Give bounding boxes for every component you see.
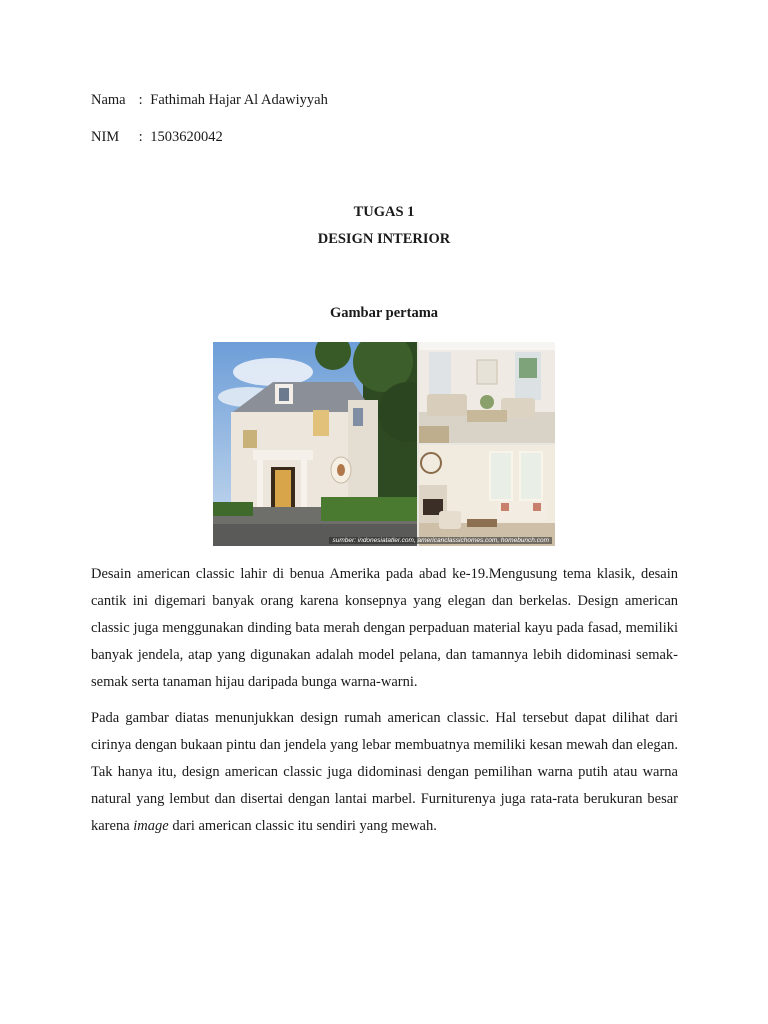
nim-label: NIM bbox=[91, 129, 120, 145]
paragraph-1: Desain american classic lahir di benua Amerika pada abad ke-19.Mengusung tema klasik, desain cantik ini digemari banyak orang karena konsepnya yang elegan dan berkelas. Design american classic juga menggunakan dinding bata merah dengan perpaduan material kayu pada fasad, memiliki banyak jendela, atap yang digunakan adalah model pelana, dan tamannya lebih didominasi semak-semak serta tanaman hijau daripada bunga warna-warni. bbox=[91, 566, 678, 690]
assignment-subtitle: DESIGN INTERIOR bbox=[317, 231, 451, 247]
paragraph-2 bbox=[91, 705, 678, 840]
living-room-photo-2 bbox=[419, 445, 555, 546]
student-name: Fathimah Hajar Al Adawiyyah bbox=[150, 92, 328, 108]
assignment-title: TUGAS 1 bbox=[353, 204, 415, 220]
figure-caption: Gambar pertama bbox=[329, 305, 439, 321]
name-separator: : bbox=[138, 92, 143, 108]
interior-figure bbox=[213, 342, 555, 546]
student-id-row bbox=[91, 129, 223, 146]
name-label: Nama bbox=[91, 92, 126, 108]
image-source-credit: sumber: indonesiatatler.com, americanclassichomes.com, homebunch.com bbox=[329, 537, 552, 544]
living-room-photo-1 bbox=[419, 342, 555, 443]
nim-separator: : bbox=[138, 129, 143, 145]
house-exterior-photo bbox=[213, 342, 417, 546]
paragraph-2-text-end: dari american classic itu sendiri yang mewah. bbox=[168, 818, 437, 834]
student-nim: 1503620042 bbox=[150, 129, 223, 145]
paragraph-2-text-start: Pada gambar diatas menunjukkan design rumah american classic. Hal tersebut dapat dilihat dari cirinya dengan bukaan pintu dan jendela yang lebar membuatnya memiliki kesan mewah dan elegan. Tak hanya itu, design american classic juga didominasi dengan pemilihan warna putih atau warna natural yang lembut dan disertai dengan lantai marbel. Furniturenya juga rata-rata berukuran besar karena bbox=[91, 710, 678, 834]
student-name-row bbox=[91, 92, 328, 109]
paragraph-2-italic-word: image bbox=[133, 818, 169, 834]
